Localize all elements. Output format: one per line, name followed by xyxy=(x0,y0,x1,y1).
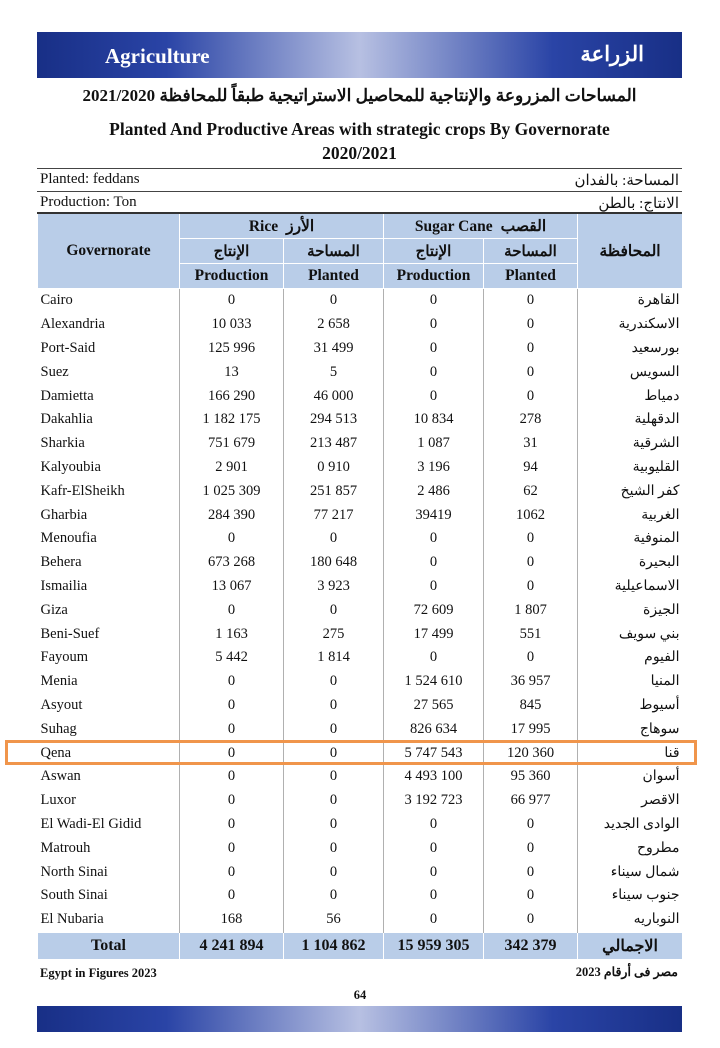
total-sugar-planted: 342 379 xyxy=(484,932,578,959)
cell-rice-production: 1 025 309 xyxy=(180,479,284,503)
cell-governorate-ar: المنيا xyxy=(650,674,680,690)
cell-rice-planted: 77 217 xyxy=(284,503,384,527)
cell-sugar-planted: 551 xyxy=(484,622,578,646)
cell-governorate-en: Aswan xyxy=(40,768,81,785)
cell-sugar-production: 0 xyxy=(384,360,484,384)
cell-governorate-ar: بورسعيد xyxy=(631,340,680,356)
cell-rice-planted: 56 xyxy=(284,908,384,932)
table-row xyxy=(38,622,683,646)
cell-sugar-production: 0 xyxy=(384,289,484,313)
cell-sugar-production: 0 xyxy=(384,337,484,361)
cell-rice-production: 1 182 175 xyxy=(180,408,284,432)
total-label-ar: الاجمالي xyxy=(578,932,683,959)
cell-governorate-en: Asyout xyxy=(40,696,83,713)
total-rice-production: 4 241 894 xyxy=(180,932,284,959)
page-title-en xyxy=(37,117,682,165)
cell-sugar-production: 0 xyxy=(384,313,484,337)
table-row xyxy=(38,360,683,384)
cell-sugar-planted: 36 957 xyxy=(484,670,578,694)
rice-planted-header-ar: المساحة xyxy=(284,239,384,264)
cell-rice-planted: 0 xyxy=(284,289,384,313)
table-row xyxy=(38,432,683,456)
cell-rice-planted: 46 000 xyxy=(284,384,384,408)
cell-rice-production: 0 xyxy=(180,670,284,694)
cell-governorate-ar: الاقصر xyxy=(641,793,680,809)
page-title-en-line2: 2020/2021 xyxy=(322,143,397,163)
sugar-production-header-ar: الإنتاج xyxy=(384,239,484,264)
cell-governorate-ar: الشرقية xyxy=(632,436,680,452)
table-row xyxy=(38,836,683,860)
cell-rice-production: 2 901 xyxy=(180,456,284,480)
cell-sugar-planted: 17 995 xyxy=(484,717,578,741)
cell-sugar-production: 0 xyxy=(384,860,484,884)
cell-rice-planted: 213 487 xyxy=(284,432,384,456)
footer-publication-ar: مصر فى أرقام 2023 xyxy=(575,965,678,979)
rice-header-ar: الأرز xyxy=(286,217,315,235)
rice-production-header-ar: الإنتاج xyxy=(180,239,284,264)
cell-governorate-ar: بني سويف xyxy=(618,626,680,642)
cell-governorate-en: El Nubaria xyxy=(40,911,104,928)
table-row xyxy=(38,860,683,884)
cell-governorate-ar: الاسكندرية xyxy=(618,317,680,333)
planted-unit-row xyxy=(37,168,682,191)
cell-sugar-planted: 0 xyxy=(484,360,578,384)
qena-row-highlight xyxy=(5,740,697,765)
cell-rice-production: 0 xyxy=(180,741,284,765)
cell-rice-production: 5 442 xyxy=(180,646,284,670)
cell-governorate-ar: كفر الشيخ xyxy=(620,483,680,499)
cell-rice-planted: 275 xyxy=(284,622,384,646)
production-unit-row xyxy=(37,191,682,214)
page-number: 64 xyxy=(353,988,367,1002)
cell-sugar-planted: 0 xyxy=(484,289,578,313)
cell-governorate-ar: الفيوم xyxy=(644,650,680,666)
table-row xyxy=(38,313,683,337)
cell-rice-planted: 251 857 xyxy=(284,479,384,503)
cell-sugar-planted: 95 360 xyxy=(484,765,578,789)
cell-sugar-production: 0 xyxy=(384,646,484,670)
sugar-planted-header-ar: المساحة xyxy=(484,239,578,264)
cell-sugar-planted: 1 807 xyxy=(484,598,578,622)
cell-sugar-production: 3 196 xyxy=(384,456,484,480)
cell-rice-production: 0 xyxy=(180,694,284,718)
cell-rice-planted: 0 xyxy=(284,598,384,622)
cell-governorate-en: Damietta xyxy=(40,387,94,404)
table-row xyxy=(38,479,683,503)
table-row xyxy=(38,717,683,741)
table-row xyxy=(38,908,683,932)
section-title-ar: الزراعة xyxy=(580,42,644,66)
table-row xyxy=(38,598,683,622)
cell-rice-planted: 1 814 xyxy=(284,646,384,670)
cell-rice-planted: 0 xyxy=(284,860,384,884)
table-row xyxy=(38,670,683,694)
cell-governorate-ar: القاهرة xyxy=(637,293,680,309)
cell-governorate-en: Gharbia xyxy=(40,506,88,523)
section-title-en: Agriculture xyxy=(105,44,210,68)
cell-governorate-ar: السويس xyxy=(629,364,680,380)
table-row xyxy=(38,337,683,361)
cell-governorate-en: Menia xyxy=(40,673,78,690)
cell-sugar-production: 0 xyxy=(384,836,484,860)
cell-sugar-planted: 0 xyxy=(484,527,578,551)
cell-rice-production: 0 xyxy=(180,289,284,313)
sugar-planted-header-en: Planted xyxy=(484,264,578,289)
table-row xyxy=(38,384,683,408)
cell-rice-planted: 0 xyxy=(284,789,384,813)
cell-governorate-ar: جنوب سيناء xyxy=(611,888,680,904)
cell-governorate-en: Matrouh xyxy=(40,839,91,856)
production-unit-en: Production: Ton xyxy=(40,194,137,210)
table-row xyxy=(38,408,683,432)
cell-sugar-production: 0 xyxy=(384,908,484,932)
cell-governorate-ar: الوادى الجديد xyxy=(603,816,680,832)
table-row xyxy=(38,884,683,908)
cell-governorate-ar: الجيزة xyxy=(643,602,680,618)
cell-governorate-ar: دمياط xyxy=(644,388,680,404)
cell-rice-production: 166 290 xyxy=(180,384,284,408)
cell-sugar-planted: 0 xyxy=(484,646,578,670)
cell-rice-planted: 0 xyxy=(284,836,384,860)
rice-planted-header-en: Planted xyxy=(284,264,384,289)
cell-sugar-production: 3 192 723 xyxy=(384,789,484,813)
cell-sugar-planted: 120 360 xyxy=(484,741,578,765)
cell-sugar-planted: 278 xyxy=(484,408,578,432)
cell-governorate-en: Suez xyxy=(40,363,69,380)
total-label-en: Total xyxy=(38,932,180,959)
cell-sugar-production: 0 xyxy=(384,527,484,551)
cell-governorate-en: Beni-Suef xyxy=(40,625,100,642)
cell-governorate-en: Port-Said xyxy=(40,339,96,356)
cell-rice-planted: 0 xyxy=(284,670,384,694)
production-unit-ar: الانتاج: بالطن xyxy=(598,196,679,212)
cell-sugar-planted: 31 xyxy=(484,432,578,456)
cell-governorate-ar: النوباريه xyxy=(633,912,680,928)
cell-governorate-en: Qena xyxy=(40,744,72,761)
cell-rice-production: 1 163 xyxy=(180,622,284,646)
cell-governorate-en: Menoufia xyxy=(40,530,97,547)
cell-sugar-planted: 0 xyxy=(484,860,578,884)
cell-governorate-en: Cairo xyxy=(40,292,73,309)
cell-sugar-production: 5 747 543 xyxy=(384,741,484,765)
cell-sugar-production: 17 499 xyxy=(384,622,484,646)
cell-rice-planted: 3 923 xyxy=(284,575,384,599)
cell-governorate-ar: سوهاج xyxy=(639,721,680,737)
cell-governorate-en: Kafr-ElSheikh xyxy=(40,482,125,499)
table-row xyxy=(38,575,683,599)
cell-rice-production: 0 xyxy=(180,717,284,741)
sugar-header-ar: القصب xyxy=(500,217,547,235)
table-total xyxy=(38,932,683,959)
cell-governorate-en: Fayoum xyxy=(40,649,89,666)
cell-sugar-planted: 0 xyxy=(484,337,578,361)
cell-rice-planted: 0 xyxy=(284,717,384,741)
cell-sugar-production: 10 834 xyxy=(384,408,484,432)
cell-rice-planted: 0 xyxy=(284,694,384,718)
sugar-production-header-en: Production xyxy=(384,264,484,289)
cell-governorate-en: Luxor xyxy=(40,792,76,809)
total-rice-planted: 1 104 862 xyxy=(284,932,384,959)
cell-rice-production: 10 033 xyxy=(180,313,284,337)
cell-sugar-production: 0 xyxy=(384,884,484,908)
rice-header-en: Rice xyxy=(248,217,279,235)
cell-governorate-ar: شمال سيناء xyxy=(610,864,680,880)
cell-sugar-production: 27 565 xyxy=(384,694,484,718)
page-title-ar: المساحات المزروعة والإنتاجية للمحاصيل الاستراتيجية طبقاً للمحافظة 2021/2020 xyxy=(82,86,637,105)
cell-sugar-planted: 0 xyxy=(484,384,578,408)
table-body xyxy=(38,289,683,933)
section-banner xyxy=(37,32,682,78)
planted-unit-en: Planted: feddans xyxy=(40,171,140,187)
cell-rice-production: 0 xyxy=(180,527,284,551)
table-row xyxy=(38,646,683,670)
cell-rice-planted: 0 xyxy=(284,813,384,837)
cell-governorate-ar: الاسماعيلية xyxy=(614,578,680,594)
cell-rice-planted: 294 513 xyxy=(284,408,384,432)
cell-rice-planted: 5 xyxy=(284,360,384,384)
total-sugar-production: 15 959 305 xyxy=(384,932,484,959)
cell-sugar-production: 826 634 xyxy=(384,717,484,741)
cell-governorate-ar: القليوبية xyxy=(632,459,680,475)
cell-governorate-en: Alexandria xyxy=(40,316,105,333)
cell-sugar-planted: 0 xyxy=(484,836,578,860)
cell-rice-production: 0 xyxy=(180,765,284,789)
sugar-group-header xyxy=(384,214,578,239)
cell-rice-planted: 0 xyxy=(284,765,384,789)
table-row xyxy=(38,694,683,718)
cell-sugar-planted: 62 xyxy=(484,479,578,503)
cell-rice-planted: 31 499 xyxy=(284,337,384,361)
cell-rice-production: 284 390 xyxy=(180,503,284,527)
planted-unit-ar: المساحة: بالفدان xyxy=(574,173,679,189)
table-row xyxy=(38,813,683,837)
cell-governorate-ar: أسيوط xyxy=(639,697,680,713)
footer-publication-en: Egypt in Figures 2023 xyxy=(40,966,157,980)
cell-rice-production: 13 xyxy=(180,360,284,384)
cell-sugar-production: 72 609 xyxy=(384,598,484,622)
cell-sugar-planted: 845 xyxy=(484,694,578,718)
cell-rice-planted: 0 910 xyxy=(284,456,384,480)
cell-governorate-ar: المنوفية xyxy=(633,531,680,547)
total-row xyxy=(38,932,683,959)
table-row xyxy=(38,551,683,575)
cell-governorate-en: Giza xyxy=(40,601,68,618)
table-row xyxy=(38,289,683,313)
table-header xyxy=(38,214,683,289)
cell-governorate-en: Dakahlia xyxy=(40,411,93,428)
cell-sugar-planted: 0 xyxy=(484,884,578,908)
cell-sugar-planted: 0 xyxy=(484,551,578,575)
cell-rice-production: 168 xyxy=(180,908,284,932)
cell-governorate-en: Kalyoubia xyxy=(40,458,101,475)
cell-rice-production: 0 xyxy=(180,836,284,860)
cell-governorate-ar: أسوان xyxy=(642,769,680,785)
cell-sugar-production: 1 524 610 xyxy=(384,670,484,694)
cell-governorate-en: Sharkia xyxy=(40,435,85,452)
cell-governorate-en: El Wadi-El Gidid xyxy=(40,815,142,832)
cell-sugar-production: 2 486 xyxy=(384,479,484,503)
cell-rice-production: 125 996 xyxy=(180,337,284,361)
table-top-rule xyxy=(37,212,682,214)
cell-sugar-planted: 0 xyxy=(484,813,578,837)
cell-rice-planted: 2 658 xyxy=(284,313,384,337)
rice-group-header xyxy=(180,214,384,239)
cell-sugar-planted: 0 xyxy=(484,575,578,599)
cell-governorate-en: Ismailia xyxy=(40,577,88,594)
cell-sugar-production: 1 087 xyxy=(384,432,484,456)
cell-governorate-ar: الغربية xyxy=(641,507,680,523)
cell-governorate-ar: مطروح xyxy=(637,840,680,856)
cell-rice-production: 0 xyxy=(180,884,284,908)
cell-sugar-production: 0 xyxy=(384,575,484,599)
cell-rice-planted: 0 xyxy=(284,741,384,765)
cell-rice-production: 751 679 xyxy=(180,432,284,456)
table-row xyxy=(38,456,683,480)
cell-sugar-planted: 0 xyxy=(484,313,578,337)
cell-governorate-en: Suhag xyxy=(40,720,77,737)
page-title-en-line1: Planted And Productive Areas with strategic crops By Governorate xyxy=(109,119,610,139)
cell-governorate-ar: الدقهلية xyxy=(634,412,680,428)
cell-rice-production: 13 067 xyxy=(180,575,284,599)
cell-governorate-en: Behera xyxy=(40,554,82,571)
cell-rice-production: 673 268 xyxy=(180,551,284,575)
cell-governorate-en: South Sinai xyxy=(40,887,108,904)
table-row xyxy=(38,765,683,789)
governorate-header-ar: المحافظة xyxy=(578,214,683,289)
cell-sugar-production: 4 493 100 xyxy=(384,765,484,789)
cell-sugar-planted: 0 xyxy=(484,908,578,932)
cell-rice-planted: 0 xyxy=(284,884,384,908)
governorate-header-en: Governorate xyxy=(38,214,180,289)
cell-governorate-en: North Sinai xyxy=(40,863,108,880)
crops-table xyxy=(37,213,683,960)
cell-sugar-planted: 94 xyxy=(484,456,578,480)
cell-rice-production: 0 xyxy=(180,813,284,837)
cell-rice-production: 0 xyxy=(180,598,284,622)
rice-production-header-en: Production xyxy=(180,264,284,289)
cell-sugar-planted: 66 977 xyxy=(484,789,578,813)
cell-sugar-production: 0 xyxy=(384,813,484,837)
table-row xyxy=(38,503,683,527)
cell-sugar-production: 0 xyxy=(384,551,484,575)
sugar-header-en: Sugar Cane xyxy=(414,217,493,235)
table-row xyxy=(38,527,683,551)
cell-governorate-ar: قنا xyxy=(664,745,680,761)
cell-rice-planted: 0 xyxy=(284,527,384,551)
bottom-banner xyxy=(37,1006,682,1032)
cell-governorate-ar: البحيرة xyxy=(638,555,680,571)
cell-sugar-production: 0 xyxy=(384,384,484,408)
cell-rice-production: 0 xyxy=(180,789,284,813)
cell-sugar-production: 39419 xyxy=(384,503,484,527)
table-row xyxy=(38,789,683,813)
cell-sugar-planted: 1062 xyxy=(484,503,578,527)
cell-rice-planted: 180 648 xyxy=(284,551,384,575)
cell-rice-production: 0 xyxy=(180,860,284,884)
